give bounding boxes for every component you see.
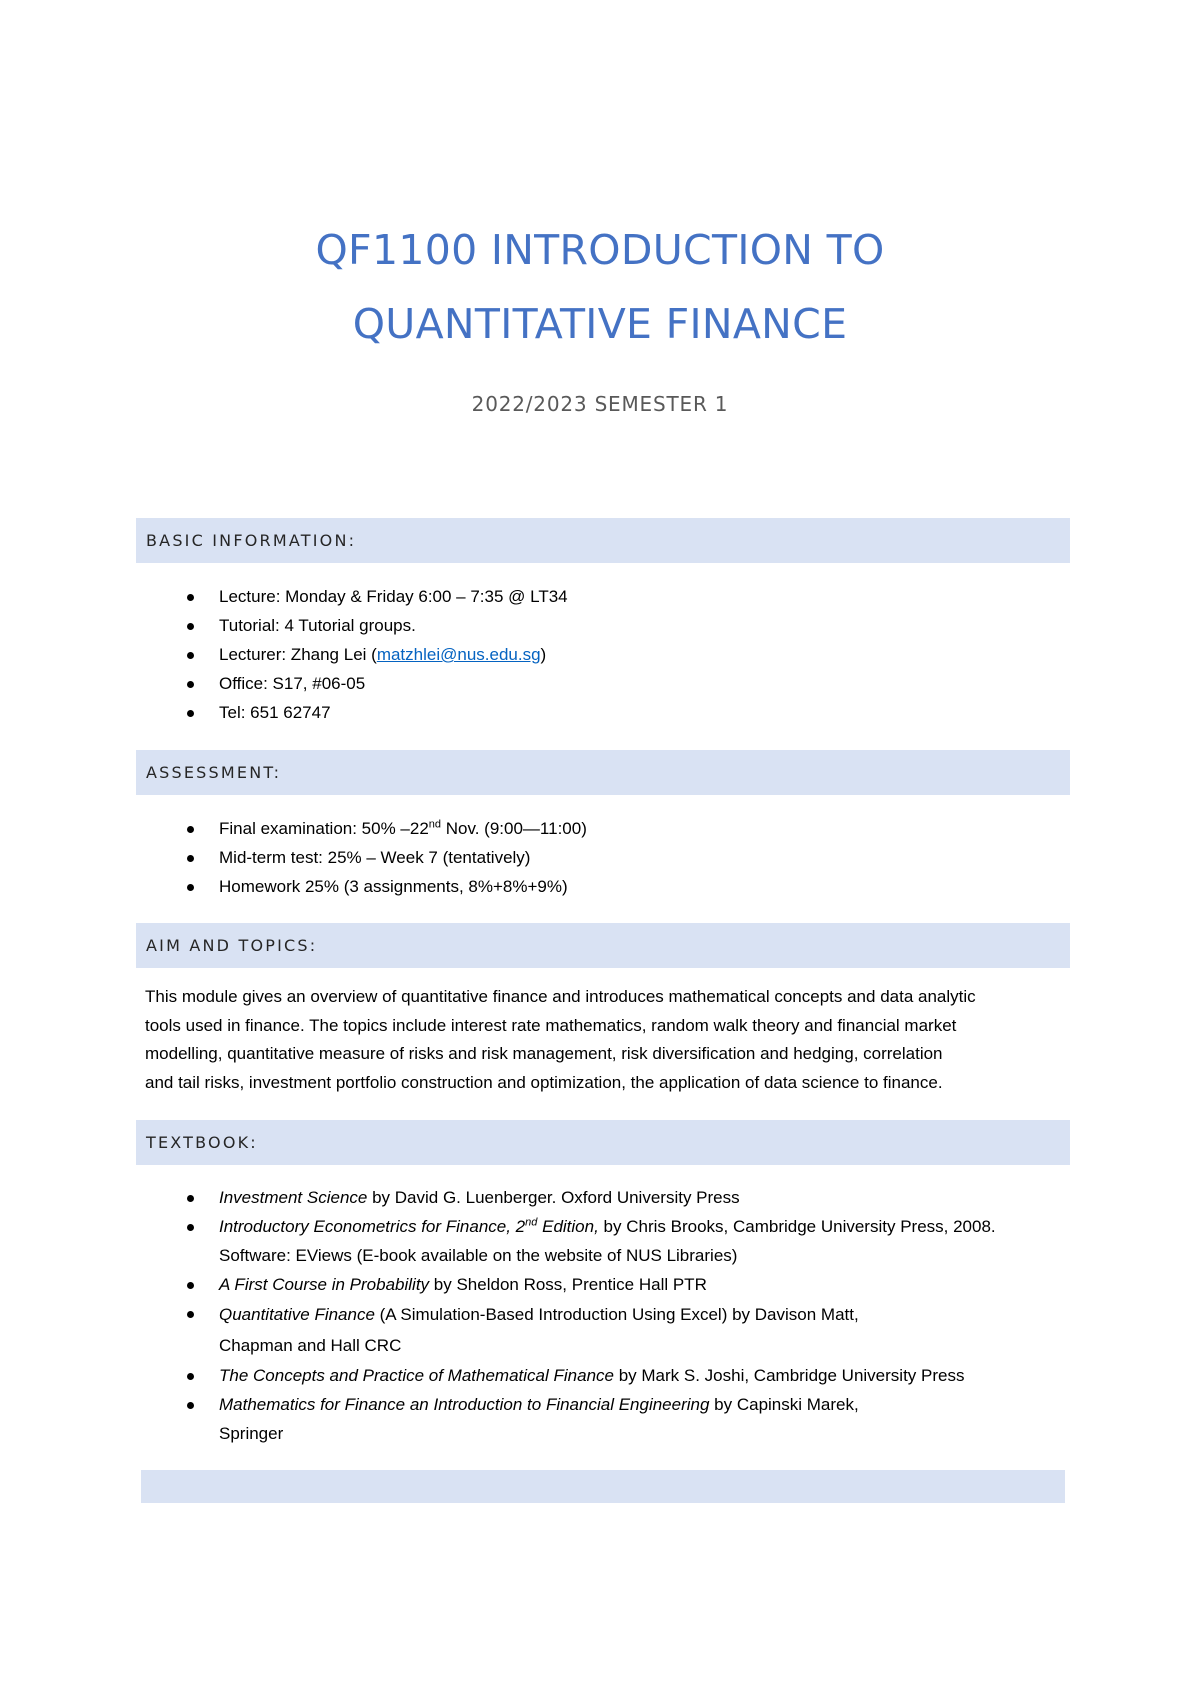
list-item-lecture: Lecture: Monday & Friday 6:00 – 7:35 @ LT34: [136, 582, 1070, 611]
textbook-item: [136, 1299, 1070, 1361]
lecturer-email-link[interactable]: matzhlei@nus.edu.sg: [376, 645, 541, 664]
basic-information-heading: BASIC INFORMATION:: [136, 518, 1070, 563]
lecturer-suffix: ): [540, 645, 547, 664]
assessment-list: [136, 814, 1070, 901]
book-details: by Chris Brooks, Cambridge University Press, 2008.: [598, 1217, 996, 1236]
book-title: A First Course in Probability: [219, 1275, 430, 1294]
final-exam-text: Final examination: 50% –22: [219, 819, 429, 838]
aim-and-topics-heading: AIM AND TOPICS:: [136, 923, 1070, 968]
textbook-list: [136, 1183, 1070, 1448]
aim-line: modelling, quantitative measure of risks and risk management, risk diversification and hedging, correlation: [145, 1044, 943, 1063]
book-details: by Capinski Marek,: [709, 1395, 859, 1414]
textbook-item: [136, 1270, 1070, 1299]
book-details: by Mark S. Joshi, Cambridge University Press: [613, 1366, 965, 1385]
book-title-part: Edition,: [537, 1217, 599, 1236]
aim-line: This module gives an overview of quantitative finance and introduces mathematical concepts and data analytic: [145, 987, 976, 1006]
list-item-office: Office: S17, #06-05: [136, 669, 1070, 698]
textbook-item: [136, 1361, 1070, 1390]
book-details-continued: Springer: [219, 1424, 284, 1443]
book-title: The Concepts and Practice of Mathematical Finance: [219, 1366, 614, 1385]
list-item-final-exam: [136, 814, 1070, 843]
textbook-item: [136, 1390, 1070, 1448]
book-details: by Sheldon Ross, Prentice Hall PTR: [429, 1275, 707, 1294]
aim-paragraph: [145, 983, 1070, 1097]
book-title: Quantitative Finance: [219, 1305, 375, 1324]
textbook-item: [136, 1212, 1070, 1270]
textbook-heading: TEXTBOOK:: [136, 1120, 1070, 1165]
list-item-midterm: Mid-term test: 25% – Week 7 (tentatively): [136, 843, 1070, 872]
list-item-tutorial: Tutorial: 4 Tutorial groups.: [136, 611, 1070, 640]
textbook-item: [136, 1183, 1070, 1212]
book-title: Investment Science: [219, 1188, 368, 1207]
lecturer-prefix: Lecturer: Zhang Lei (: [219, 645, 377, 664]
semester-subtitle: 2022/2023 SEMESTER 1: [471, 392, 729, 416]
assessment-heading: ASSESSMENT:: [136, 750, 1070, 795]
book-details-continued: Software: EViews (E-book available on the website of NUS Libraries): [219, 1246, 738, 1265]
book-details-continued: Chapman and Hall CRC: [219, 1336, 402, 1355]
book-details: (A Simulation-Based Introduction Using Excel) by Davison Matt,: [374, 1305, 859, 1324]
final-exam-time: Nov. (9:00—11:00): [441, 819, 587, 838]
book-title: [219, 1217, 599, 1236]
aim-line: tools used in finance. The topics include interest rate mathematics, random walk theory and financial market: [145, 1015, 957, 1035]
book-title: Mathematics for Finance an Introduction to Financial Engineering: [219, 1395, 710, 1414]
course-title-line-2: QUANTITATIVE FINANCE: [352, 300, 848, 348]
course-title-line-1: QF1100 INTRODUCTION TO: [315, 226, 885, 274]
list-item-lecturer: [136, 640, 1070, 669]
basic-information-list: [136, 582, 1070, 727]
book-details: by David G. Luenberger. Oxford University Press: [367, 1188, 740, 1207]
empty-section-band: [141, 1470, 1065, 1503]
list-item-tel: Tel: 651 62747: [136, 698, 1070, 727]
book-title-part: Introductory Econometrics for Finance, 2: [219, 1217, 526, 1236]
final-exam-sup: nd: [428, 818, 442, 831]
book-title-sup: nd: [525, 1216, 538, 1229]
aim-line: and tail risks, investment portfolio construction and optimization, the application of data science to finance.: [145, 1072, 943, 1092]
list-item-homework: Homework 25% (3 assignments, 8%+8%+9%): [136, 872, 1070, 901]
